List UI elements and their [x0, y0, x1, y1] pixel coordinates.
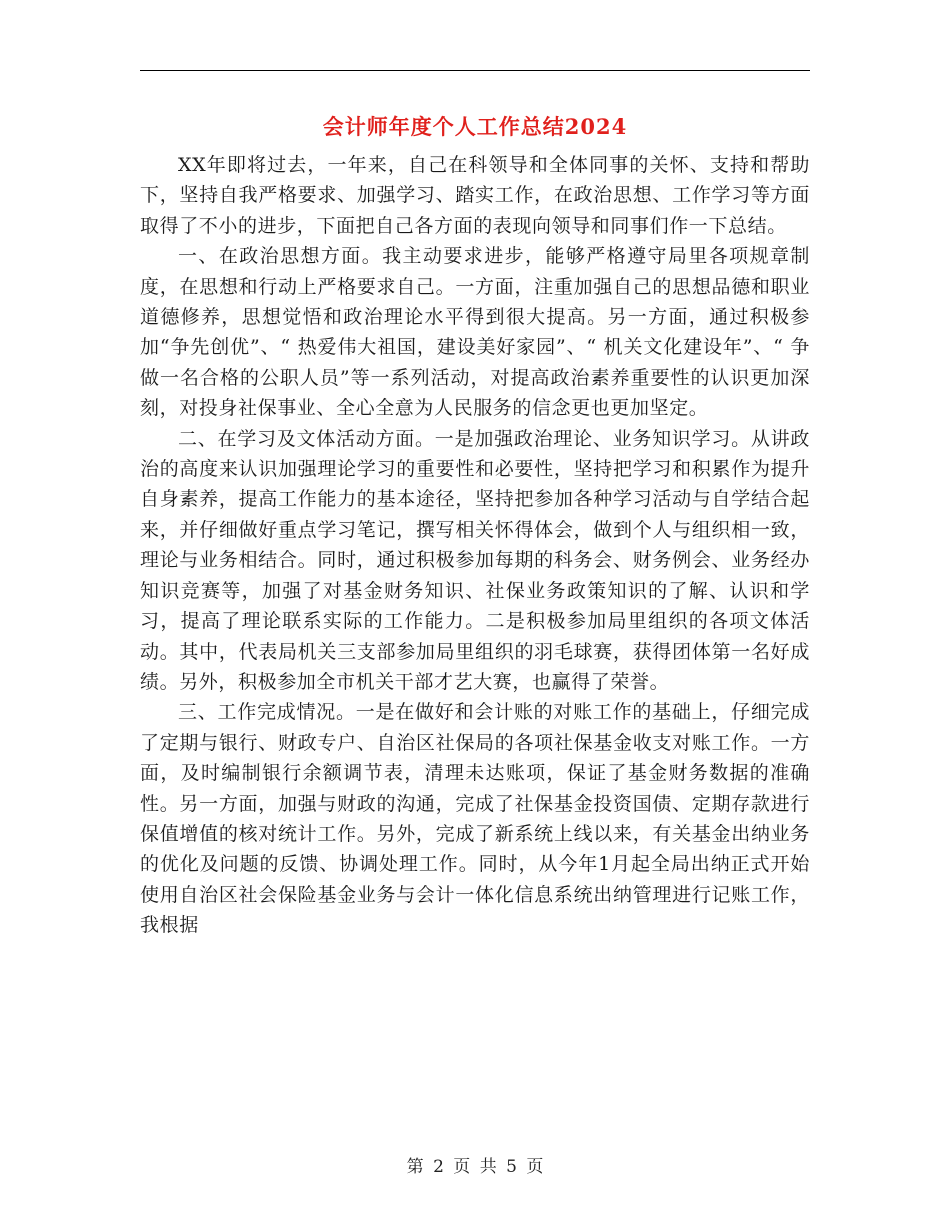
paragraph-study-activities: 二、在学习及文体活动方面。一是加强政治理论、业务知识学习。从讲政治的高度来认识加强理论学习的重要性和必要性，坚持把学习和积累作为提升自身素养，提高工作能力的基本途径，坚持把参加各种学习活动与自学结合起来，并仔细做好重点学习笔记，撰写相关怀得体会，做到个人与组织相一致，理论与业务相结合。同时，通过积极参加每期的科务会、财务例会、业务经办知识竞赛等，加强了对基金财务知识、社保业务政策知识的了解、认识和学习，提高了理论联系实际的工作能力。二是积极参加局里组织的各项文体活动。其中，代表局机关三支部参加局里组织的羽毛球赛，获得团体第一名好成绩。另外，积极参加全市机关干部才艺大赛，也赢得了荣誉。: [140, 427, 810, 693]
document-title: 会计师年度个人工作总结2024: [322, 114, 628, 139]
paragraph-intro: XX年即将过去，一年来，自己在科领导和全体同事的关怀、支持和帮助下，坚持自我严格要求、加强学习、踏实工作，在政治思想、工作学习等方面取得了不小的进步，下面把自己各方面的表现向领导和同事们作一下总结。: [140, 154, 810, 237]
page-number: 第 2 页 共 5 页: [406, 1157, 544, 1177]
paragraph-political: 一、在政治思想方面。我主动要求进步，能够严格遵守局里各项规章制度，在思想和行动上严格要求自己。一方面，注重加强自己的思想品德和职业道德修养，思想觉悟和政治理论水平得到很大提高。另一方面，通过积极参加“争先创优”、“ 热爱伟大祖国，建设美好家园”、“ 机关文化建设年”、“ 争做一名合格的公职人员”等一系列活动，对提高政治素养重要性的认识更加深刻，对投身社保事业、全心全意为人民服务的信念更也更加坚定。: [140, 245, 810, 420]
header-rule: [140, 70, 810, 71]
paragraph-work-completion: 三、工作完成情况。一是在做好和会计账的对账工作的基础上，仔细完成了定期与银行、财政专户、自治区社保局的各项社保基金收支对账工作。一方面，及时编制银行余额调节表，清理未达账项，保证了基金财务数据的准确性。另一方面，加强与财政的沟通，完成了社保基金投资国债、定期存款进行保值增值的核对统计工作。另外，完成了新系统上线以来，有关基金出纳业务的优化及问题的反馈、协调处理工作。同时，从今年1月起全局出纳正式开始使用自治区社会保险基金业务与会计一体化信息系统出纳管理进行记账工作，我根据: [140, 701, 810, 937]
document-body: [140, 150, 810, 941]
